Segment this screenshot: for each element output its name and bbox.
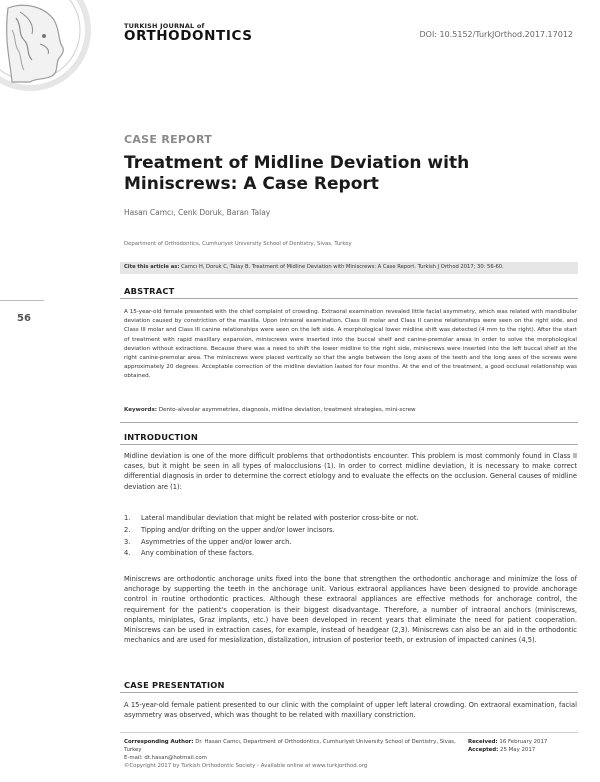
keywords-label: Keywords:: [124, 407, 158, 413]
case-presentation-heading: CASE PRESENTATION: [124, 680, 225, 690]
article-title: Treatment of Midline Deviation with Miniscrews: A Case Report: [124, 153, 470, 194]
case-presentation-divider: [120, 692, 578, 693]
corresponding-label: Corresponding Author:: [124, 739, 194, 745]
margin-divider: [0, 300, 44, 301]
corresponding-email[interactable]: E-mail: dt.hasan@hotmail.com: [124, 755, 207, 761]
keywords: [124, 407, 577, 413]
footer-divider: [120, 732, 578, 733]
causes-list: [124, 513, 577, 560]
accepted-date: 25 May 2017: [500, 747, 536, 753]
abstract-divider: [120, 298, 578, 299]
citation-label: Cite this article as:: [124, 264, 180, 270]
received-date: 16 February 2017: [499, 739, 548, 745]
list-item: 1. Lateral mandibular deviation that might be related with posterior cross-bite or not.: [124, 514, 419, 522]
abstract-heading: ABSTRACT: [124, 286, 175, 296]
accepted-label: Accepted:: [468, 747, 499, 753]
journal-name-big: ORTHODONTICS: [124, 28, 253, 44]
article-dates: [468, 738, 578, 754]
journal-name: [124, 22, 253, 44]
citation-text: Camcı H, Doruk C, Talay B. Treatment of Midline Deviation with Miniscrews: A Case Report. Turkish J Orthod 2017; 30: 56-60.: [181, 264, 504, 270]
corresponding-author: [124, 738, 462, 762]
list-item: 2. Tipping and/or drifting on the upper and/or lower incisors.: [124, 525, 335, 534]
journal-name-small: TURKISH JOURNAL of: [124, 22, 205, 30]
introduction-divider: [120, 444, 578, 445]
article-type: CASE REPORT: [124, 133, 213, 146]
received-label: Received:: [468, 739, 498, 745]
page-number: 56: [17, 313, 31, 324]
doi-link[interactable]: DOI: 10.5152/TurkJOrthod.2017.17012: [419, 30, 573, 39]
copyright-notice: ©Copyright 2017 by Turkish Orthodontic Society - Available online at www.turkjorthod.org: [124, 763, 368, 769]
journal-emblem-icon: [0, 0, 92, 92]
introduction-paragraph-2: Miniscrews are orthodontic anchorage units fixed into the bone that strengthen the orthodontic anchorage and minimize the loss of anchorage by supporting the teeth in the anchorage unit. Various extraoral appliances have been designed to provide anchorage control in routine orthodontic practices. Although these extraoral appliances are effective methods for anchorage control, the requirement for the patient's cooperation is their biggest disadvantage. Therefore, a number of intraoral anchors (miniscrews, onplants, miniplates, Graz implants, etc.) have been developed in recent years that eliminate the need for patient cooperation. Miniscrews can be used in extraction cases, for example, instead of headgear (2,3). Miniscrews can also be an aid in the orthodontic mechanics and are used for mesialization, distalization, intrusion of posterior teeth, or extrusion of impacted canines (4,5).: [124, 575, 577, 645]
case-presentation-paragraph: A 15-year-old female patient presented to our clinic with the complaint of upper left lateral crowding. On extraoral examination, facial asymmetry was observed, which was thought to be related with maxillary constriction.: [124, 701, 577, 720]
affiliation: Department of Orthodontics, Cumhuriyet University School of Dentistry, Sivas, Turkey: [124, 241, 352, 247]
abstract-text: A 15-year-old female presented with the chief complaint of crowding. Extraoral examination revealed little facial asymmetry, which was related with mandibular deviation caused by constriction of the maxilla. Upon intraoral examination, Class III molar and Class II canine relationships were seen on the right side, and Class III molar and Class III canine relationships were seen on the left side. A morphological lower midline shift was detected (4 mm to the right). After the start of treatment with rapid maxillary expansion, miniscrews were inserted into the buccal shelf and canine-premolar areas in order to solve the morphological deviation without extractions. Because there was a need to shift the lower midline to the right side, miniscrews were inserted into the left buccal shelf at the right canine-premolar area. The miniscrews were placed vertically so that the angle between the long axes of the teeth and the long axes of the screws were approximately 20 degrees. Acceptable correction of the midline deviation lasted for four months. At the end of the treatment, a good occlusal relationship was obtained.: [124, 309, 577, 380]
list-item: 4. Any combination of these factors.: [124, 549, 255, 558]
author-list: Hasan Camcı, Cenk Doruk, Baran Talay: [124, 208, 271, 217]
introduction-heading: INTRODUCTION: [124, 432, 198, 442]
citation-box: [120, 262, 578, 274]
corresponding-text: Dr. Hasan Camcı, Department of Orthodontics, Cumhuriyet University School of Dentistry, Sivas, Turkey: [124, 739, 456, 753]
list-item: 3. Asymmetries of the upper and/or lower arch.: [124, 537, 292, 546]
introduction-paragraph-1: Midline deviation is one of the more difficult problems that orthodontists encounter. This problem is most commonly found in Class II cases, but it might be seen in all types of malocclusions (1). In order to correct midline deviation, it is necessary to make correct differential diagnosis in order to determine the correct etiology and to evaluate the effects on the occlusion. General causes of midline deviation are (1):: [124, 452, 577, 491]
keywords-list: Dento-alveolar asymmetries, diagnosis, midline deviation, treatment strategies, mini-screw: [158, 407, 416, 413]
keywords-divider: [120, 422, 578, 423]
